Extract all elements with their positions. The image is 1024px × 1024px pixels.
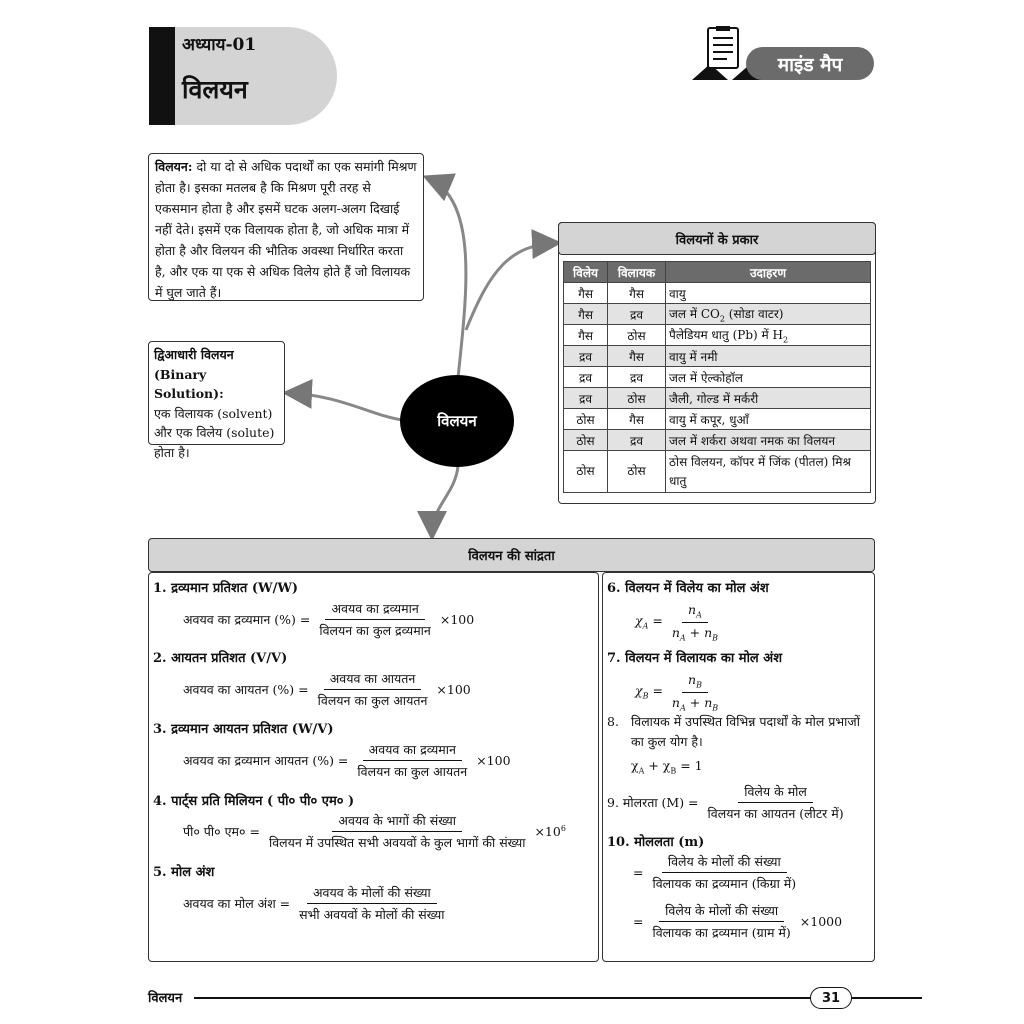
- formula-10a: = $\frac{\text{विलेय के मोलों की संख्या}}{\text{विलायक का द्रव्यमान (किग्रा में)}}$: [633, 854, 797, 891]
- binary-subtitle: (Binary Solution):: [154, 366, 224, 401]
- table-row: ठोस द्रव जल में शर्करा अथवा नमक का विलयन: [564, 430, 871, 451]
- section-7-title: 7. विलयन में विलायक का मोल अंश: [607, 651, 783, 666]
- table-row: द्रव ठोस जैली, गोल्ड में मर्करी: [564, 388, 871, 409]
- chapter-number: अध्याय-01: [182, 35, 257, 55]
- binary-solution-box: [148, 341, 285, 460]
- section-6-title: 6. विलयन में विलेय का मोल अंश: [607, 581, 769, 596]
- col-solvent: विलायक: [608, 262, 666, 283]
- binary-title: द्विआधारी विलयन: [154, 347, 234, 362]
- table-row: ठोस ठोस ठोस विलयन, कॉपर में जिंक (पीतल) मिश्र धातु: [564, 451, 871, 493]
- chapter-title: विलयन: [182, 75, 248, 104]
- table-row: द्रव गैस वायु में नमी: [564, 346, 871, 367]
- types-heading: विलयनों के प्रकार: [558, 222, 876, 255]
- formula-7: $\chi_B$ = $\frac{n_B}{n_A + n_B}$: [635, 672, 719, 712]
- concentration-heading: विलयन की सांद्रता: [148, 538, 875, 572]
- definition-box: [148, 153, 424, 301]
- table-row: द्रव द्रव जल में ऐल्कोहॉल: [564, 367, 871, 388]
- col-example: उदाहरण: [666, 262, 871, 283]
- formula-1: अवयव का द्रव्यमान (%) = $\frac{\text{अवयव का द्रव्यमान}}{\text{विलयन का कुल द्रव्यमान}}$ ×100: [183, 601, 475, 638]
- footer-label: विलयन: [148, 991, 183, 1006]
- types-table: [563, 261, 871, 493]
- section-8-number: 8.: [607, 714, 619, 729]
- binary-text: एक विलायक (solvent) और एक विलेय (solute) होता है।: [154, 405, 275, 460]
- formula-10b: = $\frac{\text{विलेय के मोलों की संख्या}}{\text{विलायक का द्रव्यमान (ग्राम में)}}$ ×1000: [633, 903, 843, 940]
- formula-4: पी० पी० एम० = $\frac{\text{अवयव के भागों की संख्या}}{\text{विलयन में उपस्थित सभी अवयवों के कुल भागों की संख्या}}$ $\times 10^6$: [183, 813, 566, 850]
- footer-rule-end: [852, 997, 922, 999]
- formula-8: $\chi_A + \chi_B = 1$: [631, 758, 703, 776]
- footer-rule: [194, 997, 810, 999]
- table-row: गैस गैस वायु: [564, 283, 871, 304]
- formula-3: अवयव का द्रव्यमान आयतन (%) = $\frac{\text{अवयव का द्रव्यमान}}{\text{विलयन का कुल आयतन}}$ ×100: [183, 742, 511, 779]
- table-row: गैस द्रव जल में $CO_2$ (सोडा वाटर): [564, 304, 871, 325]
- table-row: गैस ठोस पैलेडियम धातु (Pb) में $H_2$: [564, 325, 871, 346]
- section-5-title: 5. मोल अंश: [153, 865, 215, 880]
- formula-6: $\chi_A$ = $\frac{n_A}{n_A + n_B}$: [635, 602, 719, 642]
- definition-term: विलयन:: [155, 159, 193, 174]
- section-1-title: 1. द्रव्यमान प्रतिशत (W/W): [153, 581, 299, 596]
- formula-2: अवयव का आयतन (%) = $\frac{\text{अवयव का आयतन}}{\text{विलयन का कुल आयतन}}$ ×100: [183, 671, 471, 708]
- section-4-title: 4. पार्ट्स प्रति मिलियन ( पी० पी० एम० ): [153, 794, 355, 809]
- section-3-title: 3. द्रव्यमान आयतन प्रतिशत (W/V): [153, 722, 334, 737]
- table-row: ठोस गैस वायु में कपूर, धुआँ: [564, 409, 871, 430]
- col-solute: विलेय: [564, 262, 608, 283]
- section-10-title: 10. मोललता (m): [607, 835, 705, 850]
- section-2-title: 2. आयतन प्रतिशत (V/V): [153, 651, 288, 666]
- page-number: 31: [810, 987, 852, 1009]
- central-node: विलयन: [400, 375, 514, 467]
- definition-text: दो या दो से अधिक पदार्थों का एक समांगी मिश्रण होता है। इसका मतलब है कि मिश्रण पूरी तरह से एकसमान होता है और इसमें घटक अलग-अलग दिखाई नहीं देते। इसमें एक विलायक होता है, जो अधिक मात्रा में होता है और विलयन की भौतिक अवस्था निर्धारित करता है, और एक या एक से अधिक विलेय होते हैं जो विलायक में घुल जाते हैं।: [155, 159, 417, 300]
- section-8-text: विलायक में उपस्थित विभिन्न पदार्थों के मोल प्रभाजों का कुल योग है।: [631, 714, 860, 749]
- formula-5: अवयव का मोल अंश = $\frac{\text{अवयव के मोलों की संख्या}}{\text{सभी अवयवों के मोलों की संख्या}}$: [183, 885, 445, 922]
- formula-9: 9. मोलरता (M) = $\frac{\text{विलेय के मोल}}{\text{विलयन का आयतन (लीटर में)}}$: [607, 784, 844, 821]
- mind-map-badge: माइंड मैप: [746, 47, 874, 80]
